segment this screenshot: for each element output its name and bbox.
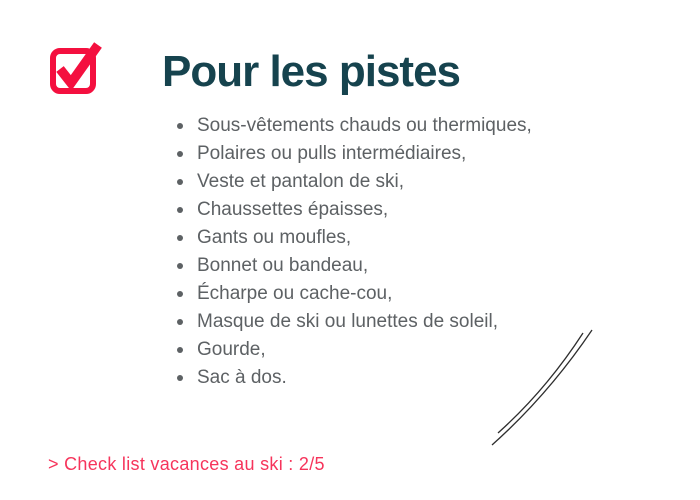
list-item [177, 308, 532, 336]
list-item-text: Gants ou moufles, [197, 227, 352, 248]
bullet-icon [177, 291, 183, 297]
bullet-icon [177, 235, 183, 241]
checked-checkbox-icon [46, 40, 106, 100]
bullet-icon [177, 151, 183, 157]
list-item [177, 252, 532, 280]
list-item-text: Polaires ou pulls intermédiaires, [197, 143, 467, 164]
bullet-icon [177, 347, 183, 353]
list-item-text: Sous-vêtements chauds ou thermiques, [197, 115, 532, 136]
list-item [177, 140, 532, 168]
list-item-text: Bonnet ou bandeau, [197, 255, 369, 276]
bullet-icon [177, 123, 183, 129]
bullet-icon [177, 263, 183, 269]
list-item-text: Chaussettes épaisses, [197, 199, 389, 220]
checklist [177, 112, 532, 392]
bullet-icon [177, 319, 183, 325]
list-item-text: Veste et pantalon de ski, [197, 171, 405, 192]
list-item [177, 280, 532, 308]
list-item-text: Masque de ski ou lunettes de soleil, [197, 311, 499, 332]
page-title: Pour les pistes [162, 47, 461, 96]
list-item [177, 364, 532, 392]
list-item-text: Gourde, [197, 339, 266, 360]
list-item [177, 168, 532, 196]
bullet-icon [177, 207, 183, 213]
list-item [177, 196, 532, 224]
list-item [177, 112, 532, 140]
ski-trace-lines-icon [480, 318, 610, 453]
list-item-text: Sac à dos. [197, 367, 287, 388]
bullet-icon [177, 179, 183, 185]
list-item [177, 224, 532, 252]
footer-pagination: > Check list vacances au ski : 2/5 [48, 454, 325, 474]
bullet-icon [177, 375, 183, 381]
list-item [177, 336, 532, 364]
list-item-text: Écharpe ou cache-cou, [197, 283, 393, 304]
